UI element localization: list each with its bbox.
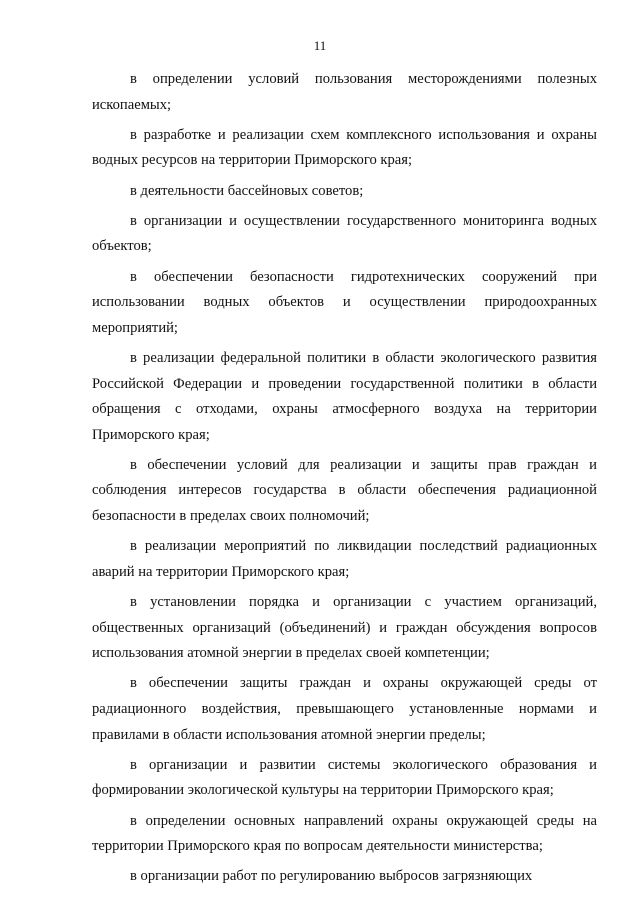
document-body (92, 67, 597, 895)
paragraph-11: в организации и развитии системы экологического образования и формировании экологической культуры на территории Приморского края; (92, 756, 597, 799)
paragraph-10: в обеспечении защиты граждан и охраны окружающей среды от радиационного воздействия, превышающего установленные нормами и правилами в области использования атомной энергии пределы; (92, 675, 597, 743)
paragraph-13: в организации работ по регулированию выбросов загрязняющих (130, 868, 533, 885)
paragraph-6: в реализации федеральной политики в области экологического развития Российской Федерации и проведении государственной политики в области обращения с отходами, охраны атмосферного воздуха на территории Приморского края; (92, 349, 597, 443)
paragraph-9: в установлении порядка и организации с участием организаций, общественных организаций (объединений) и граждан обсуждения вопросов использования атомной энергии в пределах своей компетенции; (92, 594, 597, 662)
paragraph-7: в обеспечении условий для реализации и защиты прав граждан и соблюдения интересов государства в области обеспечения радиационной безопасности в пределах своих полномочий; (92, 456, 597, 525)
paragraph-12: в определении основных направлений охраны окружающей среды на территории Приморского края по вопросам деятельности министерства; (92, 812, 597, 855)
paragraph-8: в реализации мероприятий по ликвидации последствий радиационных аварий на территории Приморского края; (92, 538, 597, 580)
paragraph-4: в организации и осуществлении государственного мониторинга водных объектов; (92, 212, 597, 255)
paragraph-1: в определении условий пользования месторождениями полезных ископаемых; (92, 71, 597, 113)
paragraph-3: в деятельности бассейновых советов; (130, 182, 364, 199)
paragraph-5: в обеспечении безопасности гидротехнических сооружений при использовании водных объектов и осуществлении природоохранных мероприятий; (92, 268, 597, 336)
paragraph-2: в разработке и реализации схем комплексного использования и охраны водных ресурсов на территории Приморского края; (92, 126, 597, 169)
page-number: 11 (313, 38, 327, 53)
